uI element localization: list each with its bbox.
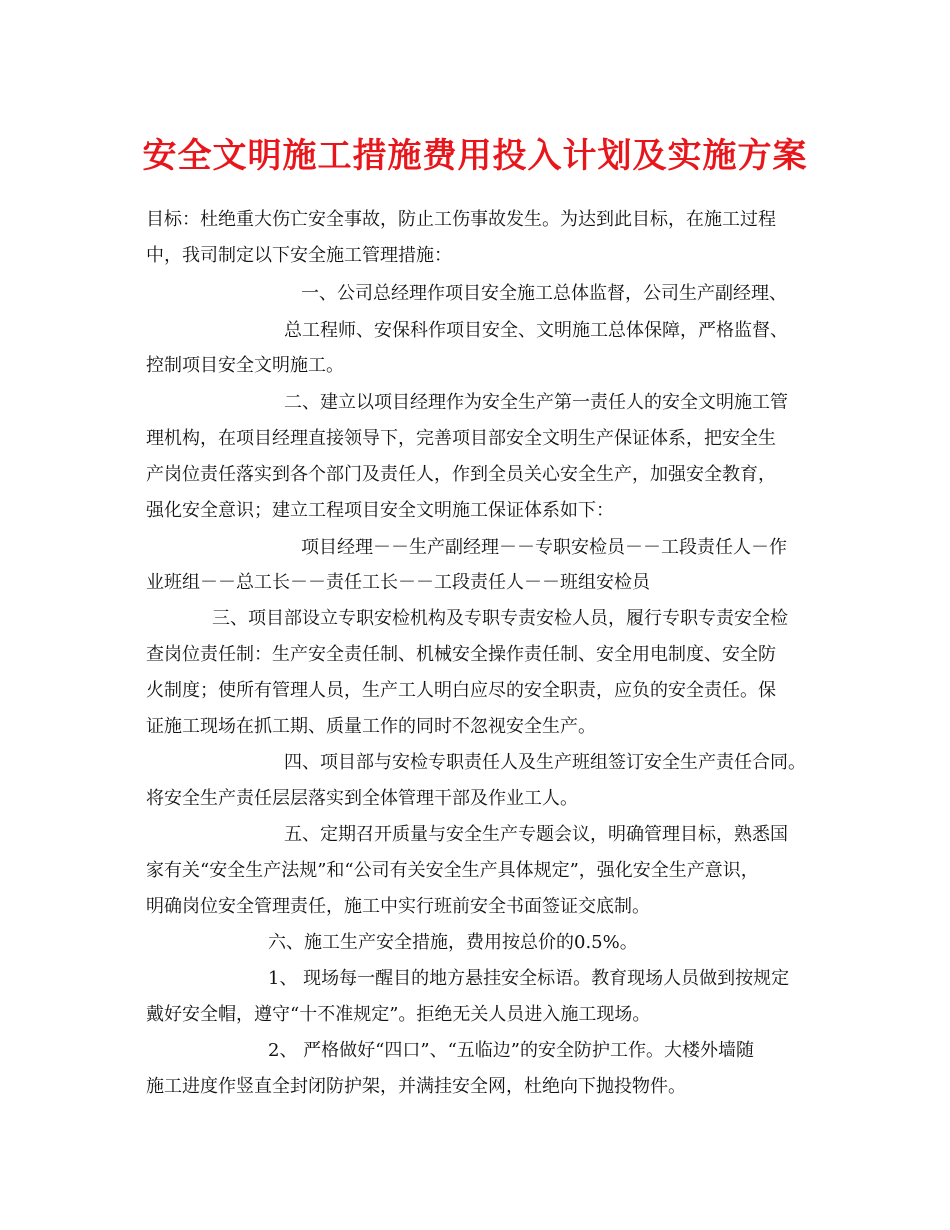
text-line: 家有关“安全生产法规”和“公司有关安全生产具体规定”，强化安全生产意识， — [146, 860, 759, 881]
text-line: 施工进度作竖直全封闭防护架，并满挂安全网，杜绝向下抛投物件。 — [146, 1076, 686, 1097]
text-line: 中，我司制定以下安全施工管理措施： — [146, 245, 452, 266]
text-line: 将安全生产责任层层落实到全体管理干部及作业工人。 — [146, 788, 578, 809]
text-line: 产岗位责任落实到各个部门及责任人，作到全员关心安全生产，加强安全教育， — [146, 464, 776, 485]
text-line: 五、定期召开质量与安全生产专题会议，明确管理目标，熟悉国 — [284, 824, 788, 845]
text-line: 总工程师、安保科作项目安全、文明施工总体保障，严格监督、 — [284, 320, 788, 341]
document-title: 安全文明施工措施费用投入计划及实施方案 — [142, 136, 808, 176]
text-line: 目标：杜绝重大伤亡安全事故，防止工伤事故发生。为达到此目标，在施工过程 — [146, 209, 776, 230]
text-line: 明确岗位安全管理责任，施工中实行班前安全书面签证交底制。 — [146, 896, 650, 917]
text-line: 业班组－－总工长－－责任工长－－工段责任人－－班组安检员 — [146, 572, 650, 593]
text-line: 三、项目部设立专职安检机构及专职专责安检人员，履行专职专责安全检 — [212, 608, 788, 629]
text-line: 一、公司总经理作项目安全施工总体监督，公司生产副经理、 — [301, 283, 787, 304]
text-line: 六、施工生产安全措施，费用按总价的0.5%。 — [268, 932, 638, 953]
text-line: 四、项目部与安检专职责任人及生产班组签订安全生产责任合同。 — [284, 752, 806, 773]
text-line: 1、 现场每一醒目的地方悬挂安全标语。教育现场人员做到按规定 — [268, 968, 790, 989]
text-line: 强化安全意识；建立工程项目安全文明施工保证体系如下： — [146, 500, 614, 521]
text-line: 控制项目安全文明施工。 — [146, 355, 344, 376]
text-line: 2、 严格做好“四口”、“五临边”的安全防护工作。大楼外墙随 — [268, 1040, 754, 1061]
text-line: 项目经理－－生产副经理－－专职安检员－－工段责任人－作 — [301, 537, 787, 558]
text-line: 理机构，在项目经理直接领导下，完善项目部安全文明生产保证体系，把安全生 — [146, 428, 776, 449]
text-line: 戴好安全帽，遵守“十不准规定”。拒绝无关人员进入施工现场。 — [146, 1004, 651, 1025]
text-line: 查岗位责任制：生产安全责任制、机械安全操作责任制、安全用电制度、安全防 — [146, 644, 776, 665]
text-line: 二、建立以项目经理作为安全生产第一责任人的安全文明施工管 — [284, 392, 788, 413]
text-line: 证施工现场在抓工期、质量工作的同时不忽视安全生产。 — [146, 716, 596, 737]
text-line: 火制度；使所有管理人员，生产工人明白应尽的安全职责，应负的安全责任。保 — [146, 680, 776, 701]
